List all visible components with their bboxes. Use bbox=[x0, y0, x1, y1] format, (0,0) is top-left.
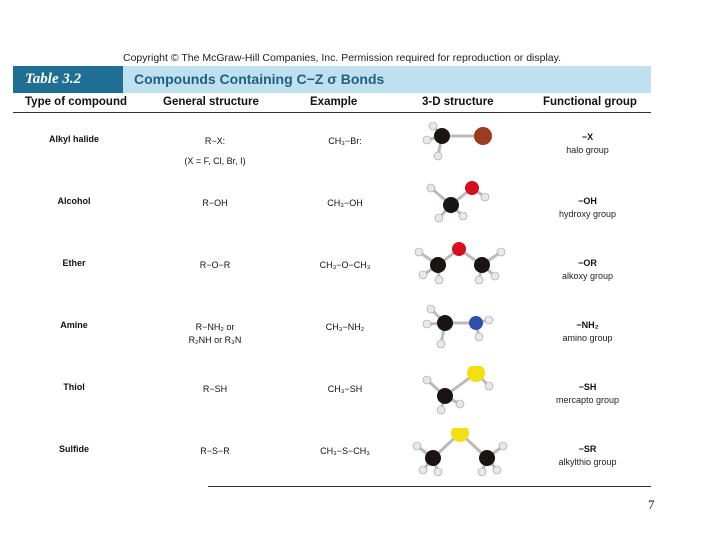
functional-group-formula: −OH bbox=[578, 196, 597, 206]
page-number: 7 bbox=[648, 497, 655, 512]
functional-group-name: halo group bbox=[566, 145, 609, 155]
header-general-structure: General structure bbox=[163, 96, 259, 108]
compound-type: Sulfide bbox=[58, 444, 89, 454]
functional-group-formula: −SH bbox=[578, 382, 597, 392]
table-row-sulfide bbox=[0, 428, 720, 490]
functional-group-formula: −OR bbox=[578, 258, 597, 268]
functional-group-formula: −NH₂ bbox=[576, 320, 599, 330]
table-bottom-rule bbox=[208, 486, 651, 487]
table-row-alkyl-halide bbox=[0, 118, 720, 180]
molecule-model-methylamine bbox=[405, 304, 515, 366]
functional-group-formula: −X bbox=[581, 132, 594, 142]
functional-group-name: alkylthio group bbox=[558, 457, 617, 467]
copyright-notice: Copyright © The McGraw-Hill Companies, Inc. Permission required for reproduction or display. bbox=[123, 52, 562, 64]
example-formula: CH₃−S−CH₃ bbox=[320, 446, 370, 456]
table-row-alcohol bbox=[0, 180, 720, 242]
header-functional-group: Functional group bbox=[543, 96, 637, 108]
header-example: Example bbox=[310, 96, 358, 108]
compound-type: Thiol bbox=[63, 382, 85, 392]
example-formula: CH₃−NH₂ bbox=[325, 322, 365, 332]
header-type-of-compound: Type of compound bbox=[25, 96, 128, 108]
functional-group-formula: −SR bbox=[578, 444, 597, 454]
table-number-label: Table 3.2 bbox=[13, 66, 123, 93]
general-structure: R−SH bbox=[202, 384, 228, 394]
example-formula: CH₃−O−CH₃ bbox=[319, 260, 371, 270]
example-formula: CH₃−Br: bbox=[328, 136, 362, 146]
table-row-ether bbox=[0, 242, 720, 304]
general-structure-note: (X = F, Cl, Br, I) bbox=[184, 156, 246, 166]
molecule-model-methanol bbox=[405, 180, 515, 242]
functional-group-name: amino group bbox=[562, 333, 613, 343]
molecule-model-methanethiol bbox=[405, 366, 515, 428]
molecule-model-dimethyl-ether bbox=[405, 242, 515, 304]
functional-group-name: hydroxy group bbox=[558, 209, 617, 219]
molecule-model-dimethyl-sulfide bbox=[405, 428, 515, 490]
compound-type: Amine bbox=[60, 320, 88, 330]
compound-type: Alkyl halide bbox=[48, 134, 100, 144]
compound-type: Ether bbox=[62, 258, 86, 268]
general-structure: R−OH bbox=[202, 198, 228, 208]
example-formula: CH₃−SH bbox=[327, 384, 363, 394]
general-structure: R−S−R bbox=[200, 446, 230, 456]
general-structure-note: R₂NH or R₃N bbox=[188, 335, 242, 345]
header-3d-structure: 3-D structure bbox=[422, 96, 494, 108]
table-title: Compounds Containing C−Z σ Bonds bbox=[134, 71, 385, 87]
functional-group-name: alkoxy group bbox=[561, 271, 614, 281]
table-title-bar bbox=[13, 66, 651, 93]
table-row-thiol bbox=[0, 366, 720, 428]
table-row-amine bbox=[0, 304, 720, 366]
compound-type: Alcohol bbox=[57, 196, 91, 206]
general-structure: R−NH₂ or bbox=[195, 322, 235, 332]
functional-group-name: mercapto group bbox=[555, 395, 620, 405]
header-rule bbox=[13, 112, 651, 113]
molecule-model-bromomethane bbox=[405, 118, 515, 180]
general-structure: R−X: bbox=[204, 136, 226, 146]
example-formula: CH₃−OH bbox=[327, 198, 363, 208]
general-structure: R−O−R bbox=[199, 260, 231, 270]
